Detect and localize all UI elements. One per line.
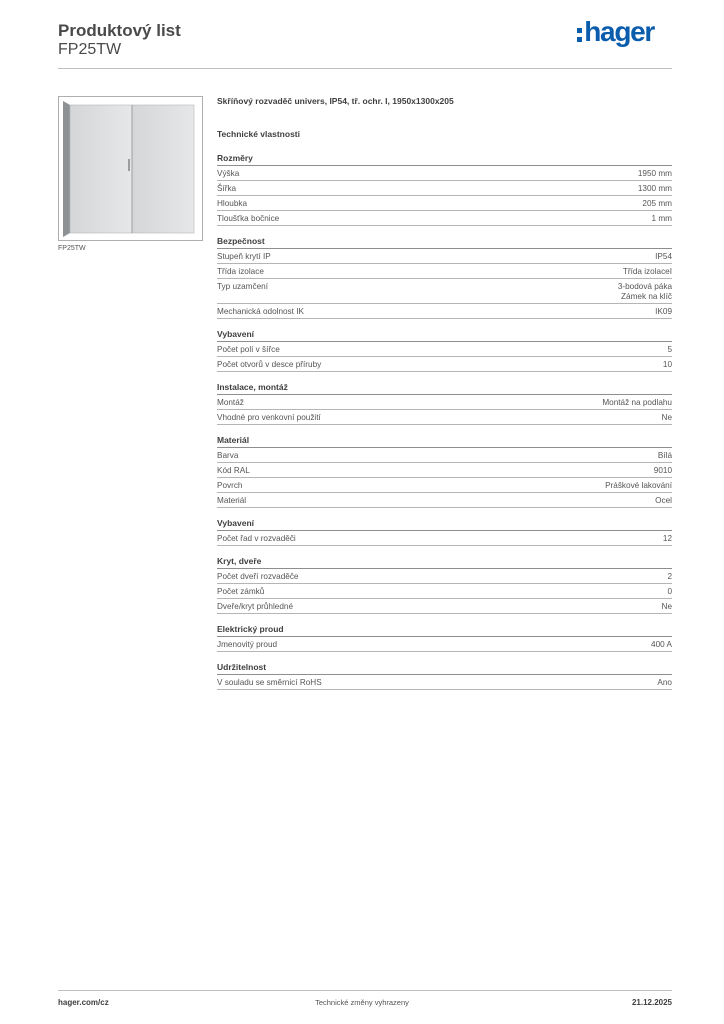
spec-value-line: IK09 — [655, 307, 672, 316]
spec-value — [638, 184, 672, 194]
spec-group-title: Udržitelnost — [217, 662, 672, 675]
spec-value-line: 9010 — [653, 466, 672, 475]
spec-value-line: Ocel — [655, 496, 672, 505]
spec-value-line: Ne — [661, 413, 672, 422]
spec-label: Povrch — [217, 481, 243, 490]
cabinet-image-icon — [59, 97, 202, 240]
spec-value-line: IP54 — [655, 252, 672, 261]
spec-row — [217, 395, 672, 410]
spec-label: Počet otvorů v desce příruby — [217, 360, 322, 369]
spec-value-line: 205 mm — [642, 199, 672, 208]
spec-row — [217, 448, 672, 463]
footer-notice: Technické změny vyhrazeny — [315, 998, 409, 1007]
spec-value-line: Bílá — [657, 451, 672, 460]
spec-group — [217, 518, 672, 546]
spec-row — [217, 584, 672, 599]
spec-group-title: Vybavení — [217, 329, 672, 342]
spec-label: Šířka — [217, 184, 237, 193]
spec-value — [602, 398, 672, 408]
spec-label: Počet polí v šířce — [217, 345, 280, 354]
spec-group-title: Vybavení — [217, 518, 672, 531]
spec-value — [667, 345, 672, 355]
product-description: Skříňový rozvaděč univers, IP54, tř. ochr. I, 1950x1300x205 — [217, 96, 454, 106]
spec-label: Hloubka — [217, 199, 248, 208]
spec-value — [662, 413, 672, 423]
spec-value — [638, 169, 672, 179]
spec-value — [651, 640, 672, 650]
spec-value-line: 1300 mm — [637, 184, 672, 193]
spec-row — [217, 264, 672, 279]
spec-value-line: Práškové lakování — [605, 481, 672, 490]
spec-row — [217, 410, 672, 425]
spec-value — [655, 307, 672, 317]
spec-value — [605, 481, 672, 491]
spec-row — [217, 531, 672, 546]
spec-row — [217, 304, 672, 319]
spec-group-title: Kryt, dveře — [217, 556, 672, 569]
spec-value — [652, 214, 672, 224]
spec-groups — [217, 153, 672, 690]
spec-row — [217, 357, 672, 372]
header-divider — [58, 68, 672, 69]
spec-row — [217, 493, 672, 508]
spec-label: Typ uzamčení — [217, 282, 268, 291]
spec-value — [654, 466, 672, 476]
spec-value — [655, 252, 672, 262]
spec-label: Kód RAL — [217, 466, 250, 475]
spec-label: Dveře/kryt průhledné — [217, 602, 293, 611]
spec-value — [618, 282, 672, 302]
spec-row — [217, 211, 672, 226]
spec-value-line: Ano — [657, 678, 672, 687]
page-title: Produktový list — [58, 21, 181, 40]
logo-dots-icon — [577, 28, 582, 42]
spec-value-line: 3-bodová páka — [617, 282, 672, 291]
spec-value-line: Třída izolaceI — [622, 267, 672, 276]
spec-label: Počet zámků — [217, 587, 265, 596]
spec-row — [217, 181, 672, 196]
spec-value-line: Ne — [661, 602, 672, 611]
spec-value — [658, 451, 672, 461]
spec-value-line: 10 — [662, 360, 672, 369]
spec-row — [217, 478, 672, 493]
spec-value — [657, 678, 672, 688]
product-image — [58, 96, 203, 241]
hager-logo[interactable] — [577, 16, 654, 48]
spec-value-line: Montáž na podlahu — [602, 398, 672, 407]
spec-row — [217, 675, 672, 690]
spec-value-line: 12 — [662, 534, 672, 543]
footer-date: 21.12.2025 — [631, 998, 672, 1007]
spec-label: Montáž — [217, 398, 244, 407]
spec-row — [217, 166, 672, 181]
spec-label: Výška — [217, 169, 240, 178]
spec-label: Barva — [217, 451, 239, 460]
spec-label: Vhodné pro venkovní použití — [217, 413, 321, 422]
footer-website-link[interactable]: hager.com/cz — [58, 998, 109, 1007]
technical-heading: Technické vlastnosti — [217, 129, 300, 139]
spec-group — [217, 329, 672, 372]
spec-label: Počet řad v rozvaděči — [217, 534, 296, 543]
spec-row — [217, 463, 672, 478]
spec-group — [217, 236, 672, 319]
product-code: FP25TW — [58, 41, 122, 58]
spec-group-title: Elektrický proud — [217, 624, 672, 637]
spec-group-title: Instalace, montáž — [217, 382, 672, 395]
spec-label: Stupeň krytí IP — [217, 252, 271, 261]
spec-label: V souladu se směrnicí RoHS — [217, 678, 322, 687]
spec-group — [217, 153, 672, 226]
image-caption: FP25TW — [58, 245, 86, 252]
spec-value — [663, 360, 672, 370]
spec-value-line: Zámek na klíč — [621, 292, 672, 301]
spec-value — [667, 587, 672, 597]
spec-label: Mechanická odolnost IK — [217, 307, 304, 316]
spec-row — [217, 637, 672, 652]
spec-value — [662, 602, 672, 612]
spec-label: Tloušťka bočnice — [217, 214, 280, 223]
spec-label: Materiál — [217, 496, 247, 505]
spec-value-line: 1950 mm — [637, 169, 672, 178]
spec-value — [667, 572, 672, 582]
spec-group-title: Bezpečnost — [217, 236, 672, 249]
spec-row — [217, 569, 672, 584]
spec-value — [623, 267, 672, 277]
spec-row — [217, 342, 672, 357]
spec-group — [217, 435, 672, 508]
spec-value — [663, 534, 672, 544]
spec-content — [217, 96, 672, 690]
spec-group-title: Materiál — [217, 435, 672, 448]
spec-row — [217, 279, 672, 304]
spec-label: Počet dveří rozvaděče — [217, 572, 299, 581]
spec-group-title: Rozměry — [217, 153, 672, 166]
spec-value-line: 0 — [667, 587, 672, 596]
spec-group — [217, 382, 672, 425]
spec-value-line: 400 A — [651, 640, 672, 649]
footer-divider — [58, 990, 672, 991]
spec-group — [217, 624, 672, 652]
spec-value — [655, 496, 672, 506]
logo-text: hager — [584, 16, 654, 47]
spec-label: Třída izolace — [217, 267, 264, 276]
spec-value-line: 2 — [667, 572, 672, 581]
spec-row — [217, 196, 672, 211]
spec-value-line: 1 mm — [651, 214, 672, 223]
spec-value-line: 5 — [667, 345, 672, 354]
spec-value — [642, 199, 672, 209]
spec-row — [217, 249, 672, 264]
spec-group — [217, 662, 672, 690]
page-header — [58, 16, 672, 68]
spec-label: Jmenovitý proud — [217, 640, 278, 649]
spec-group — [217, 556, 672, 614]
spec-row — [217, 599, 672, 614]
